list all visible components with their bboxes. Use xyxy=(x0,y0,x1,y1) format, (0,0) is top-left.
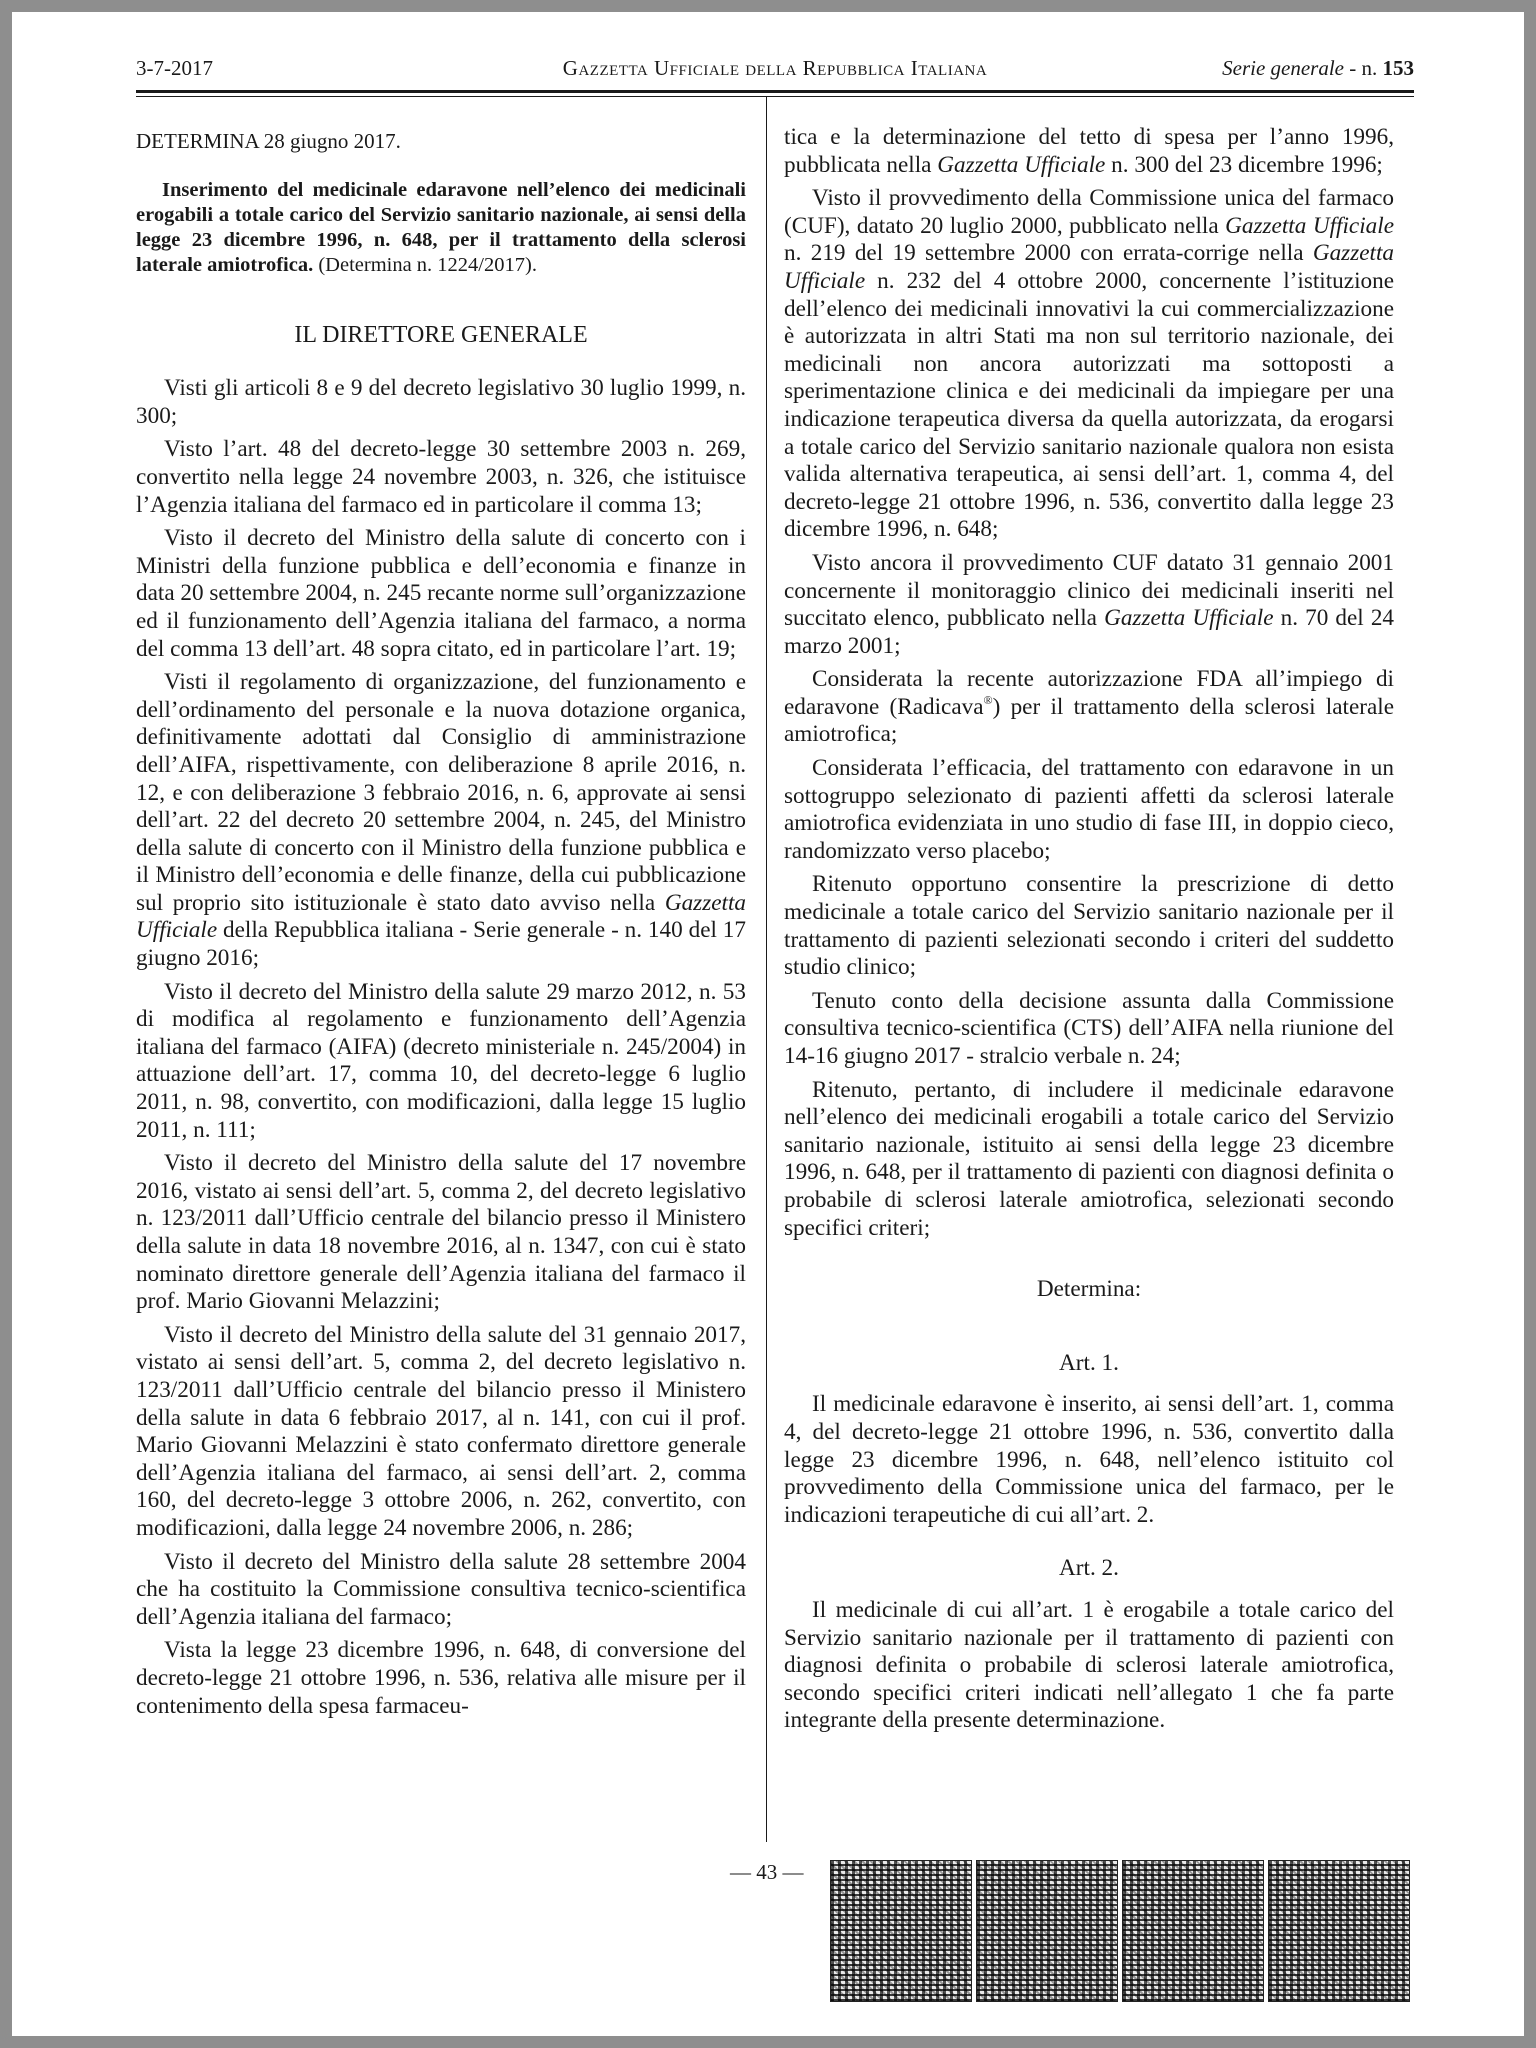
paragraph: Visti gli articoli 8 e 9 del decreto legislativo 30 luglio 1999, n. 300; xyxy=(136,375,746,429)
text-run: tica e la determinazione del tetto di spesa per l’anno 1996, pubblicata nella xyxy=(784,124,1394,178)
page-header xyxy=(136,56,1414,86)
text-run: della Repubblica italiana - Serie generale - n. 140 del 17 giugno 2016; xyxy=(136,917,746,972)
italic-run: Gazzetta Ufficiale xyxy=(784,240,1394,294)
header-title: Gazzetta Ufficiale della Repubblica Italiana xyxy=(562,56,988,80)
paragraph: Ritenuto opportuno consentire la prescrizione di detto medicinale a totale carico del Servizio sanitario nazionale per il trattamento di pazienti selezionati secondo i criteri del suddetto studio clinico; xyxy=(784,871,1394,981)
determina-date-line: DETERMINA 28 giugno 2017. xyxy=(136,129,401,153)
paragraph: Tenuto conto della decisione assunta dalla Commissione consultiva tecnico-scientifica (CTS) dell’AIFA nella riunione del 14-16 giugno 2017 - stralcio verbale n. 24; xyxy=(784,987,1394,1069)
paragraph: Visto il decreto del Ministro della salute del 17 novembre 2016, vistato ai sensi dell’art. 5, comma 2, del decreto legislativo n. 123/2011 dall’Ufficio centrale del bilancio presso il Ministero della salute in data 18 novembre 2016, al n. 1347, con cui è stato nominato direttore generale dell’Agenzia italiana del farmaco il prof. Mario Giovanni Melazzini; xyxy=(136,1150,746,1315)
subject-bold: Inserimento del medicinale edaravone nell’elenco dei medicinali erogabili a totale carico del Servizio sanitario nazionale, ai sensi della legge 23 dicembre 1996, n. 648, per il trattamento della sclerosi laterale amiotrofica. xyxy=(136,178,746,276)
paragraph: Vista la legge 23 dicembre 1996, n. 648, di conversione del decreto-legge 21 ottobre 1996, n. 536, relativa alle misure per il contenimento della spesa farmaceu- xyxy=(136,1637,746,1719)
paragraph: Visto l’art. 48 del decreto-legge 30 settembre 2003 n. 269, convertito nella legge 24 novembre 2003, n. 326, che istituisce l’Agenzia italiana del farmaco ed in particolare il comma 13; xyxy=(136,436,746,518)
paragraph: Considerata l’efficacia, del trattamento con edaravone in un sottogruppo selezionato di pazienti affetti da sclerosi laterale amiotrofica evidenziata in uno studio di fase III, in doppio cieco, randomizzato verso placebo; xyxy=(784,755,1394,864)
text-run: n. 232 del 4 ottobre 2000, concernente l’istituzione dell’elenco dei medicinali innovativi la cui commercializzazione è autorizzata in altri Stati ma non sul territorio nazionale, dei medicinali non ancora autorizzati ma sottoposti a sperimentazione clinica e dei medicinali da impiegare per una indicazione terapeutica diversa da quella autorizzata, da erogarsi a totale carico del Servizio sanitario nazionale qualora non esista valida alternativa terapeutica, ai sensi dell’art. 1, comma 4, del decreto-legge 21 ottobre 1996, n. 536, convertito dalla legge 23 dicembre 1996, n. 648; xyxy=(784,267,1394,543)
paragraph: Visto il decreto del Ministro della salute 29 marzo 2012, n. 53 di modifica al regolamento e funzionamento dell’Agenzia italiana del farmaco (AIFA) (decreto ministeriale n. 245/2004) in attuazione dell’art. 17, comma 10, del decreto-legge 6 luglio 2011, n. 98, convertito, con modificazioni, dalla legge 15 luglio 2011, n. 111; xyxy=(136,978,746,1143)
paragraph: Visto il decreto del Ministro della salute di concerto con i Ministri della funzione pubblica e dell’economia e finanze in data 20 settembre 2004, n. 245 recante norme sull’organizzazione ed il funzionamento dell’Agenzia italiana del farmaco, a norma del comma 13 dell’art. 48 sopra citato, ed in particolare l’art. 19; xyxy=(136,525,746,662)
determina-heading: Determina: xyxy=(1036,1276,1142,1303)
datamatrix-code-image xyxy=(1268,1860,1410,2002)
right-column xyxy=(784,124,1394,1741)
article-2-text: Il medicinale di cui all’art. 1 è erogabile a totale carico del Servizio sanitario nazionale per il trattamento di pazienti con diagnosi definita o probabile di sclerosi laterale amiotrofica, secondo specifici criteri indicati nell’allegato 1 che fa parte integrante della presente determinazione. xyxy=(784,1596,1394,1734)
paragraph xyxy=(136,669,746,973)
datamatrix-code-image xyxy=(1122,1860,1264,2002)
italic-run: Gazzetta Ufficiale xyxy=(1104,605,1274,632)
article-2-title: Art. 2. xyxy=(1059,1555,1119,1582)
series-number: 153 xyxy=(1382,56,1414,80)
header-rule-thick xyxy=(136,90,1414,93)
paragraph xyxy=(784,666,1394,749)
article-1-text: Il medicinale edaravone è inserito, ai sensi dell’art. 1, comma 4, del decreto-legge 21 ottobre 1996, n. 536, convertito dalla legge 23 dicembre 1996, n. 648, nell’elenco istituito col provvedimento della Commissione unica del farmaco, per le indicazioni terapeutiche di cui all’art. 2. xyxy=(784,1391,1394,1528)
registered-mark: ® xyxy=(983,692,993,707)
paragraph: Visto il decreto del Ministro della salute 28 settembre 2004 che ha costituito la Commissione consultiva tecnico-scientifica dell’Agenzia italiana del farmaco; xyxy=(136,1548,746,1630)
document-page xyxy=(12,12,1524,2036)
datamatrix-code-image xyxy=(830,1860,972,2002)
determina-subject xyxy=(136,178,746,278)
italic-run: Gazzetta Ufficiale xyxy=(136,889,746,944)
text-run: Visti il regolamento di organizzazione, del funzionamento e dell’ordinamento del personale e la nuova dotazione organica, definitivamente adottati dal Consiglio di amministrazione dell’AIFA, rispettivamente, con deliberazione 8 aprile 2016, n. 12, e con deliberazione 3 febbraio 2016, n. 6, approvate ai sensi dell’art. 22 del decreto 20 settembre 2004, n. 245, del Ministro della salute di concerto con il Ministro della funzione pubblica e il Ministro dell’economia e delle finanze, della cui pubblicazione sul proprio sito istituzionale è stato dato avviso nella xyxy=(136,669,746,916)
text-run: Visto ancora il provvedimento CUF datato 31 gennaio 2001 concernente il monitoraggio clinico dei medicinali inseriti nel succitato elenco, pubblicato nella xyxy=(784,549,1394,632)
text-run: Considerata la recente autorizzazione FDA all’impiego di edaravone (Radicava xyxy=(784,666,1394,720)
text-run: n. 219 del 19 settembre 2000 con errata-corrige nella xyxy=(784,240,1313,267)
series-sep: - n. xyxy=(1344,56,1383,80)
header-rule-thin xyxy=(136,96,1414,97)
left-column xyxy=(136,128,746,1726)
section-heading: IL DIRETTORE GENERALE xyxy=(294,321,588,348)
paragraph: Ritenuto, pertanto, di includere il medicinale edaravone nell’elenco dei medicinali erogabili a totale carico del Servizio sanitario nazionale, istituito ai sensi della legge 23 dicembre 1996, n. 648, per il trattamento di pazienti con diagnosi definita o probabile di sclerosi laterale amiotrofica, selezionati secondo specifici criteri; xyxy=(784,1076,1394,1241)
subject-tail: (Determina n. 1224/2017). xyxy=(313,253,537,276)
italic-run: Gazzetta Ufficiale xyxy=(937,151,1106,178)
datamatrix-code-image xyxy=(976,1860,1118,2002)
header-date: 3-7-2017 xyxy=(136,56,213,80)
header-series xyxy=(1222,56,1414,81)
paragraph xyxy=(784,185,1394,544)
article-1-title: Art. 1. xyxy=(1059,1349,1119,1376)
text-run: Visto il provvedimento della Commissione unica del farmaco (CUF), datato 20 luglio 2000, pubblicato nella xyxy=(784,185,1394,239)
text-run: ) per il trattamento della sclerosi laterale amiotrofica; xyxy=(784,693,1394,748)
series-label: Serie generale xyxy=(1222,56,1344,80)
paragraph: Visto il decreto del Ministro della salute del 31 gennaio 2017, vistato ai sensi dell’art. 5, comma 2, del decreto legislativo n. 123/2011 dall’Ufficio centrale del bilancio presso il Ministero della salute in data 6 febbraio 2017, al n. 141, con cui il prof. Mario Giovanni Melazzini è stato confermato direttore generale dell’Agenzia italiana del farmaco, ai sensi dell’art. 2, comma 160, del decreto-legge 3 ottobre 2006, n. 262, convertito, con modificazioni, dalla legge 24 novembre 2006, n. 286; xyxy=(136,1321,746,1541)
paragraph xyxy=(784,124,1394,179)
text-run: n. 300 del 23 dicembre 1996; xyxy=(1105,151,1383,178)
italic-run: Gazzetta Ufficiale xyxy=(1225,212,1394,239)
paragraph xyxy=(784,550,1394,660)
column-divider xyxy=(766,97,767,1842)
page-number: — 43 — xyxy=(730,1860,804,1884)
text-run: n. 70 del 24 marzo 2001; xyxy=(784,605,1395,659)
